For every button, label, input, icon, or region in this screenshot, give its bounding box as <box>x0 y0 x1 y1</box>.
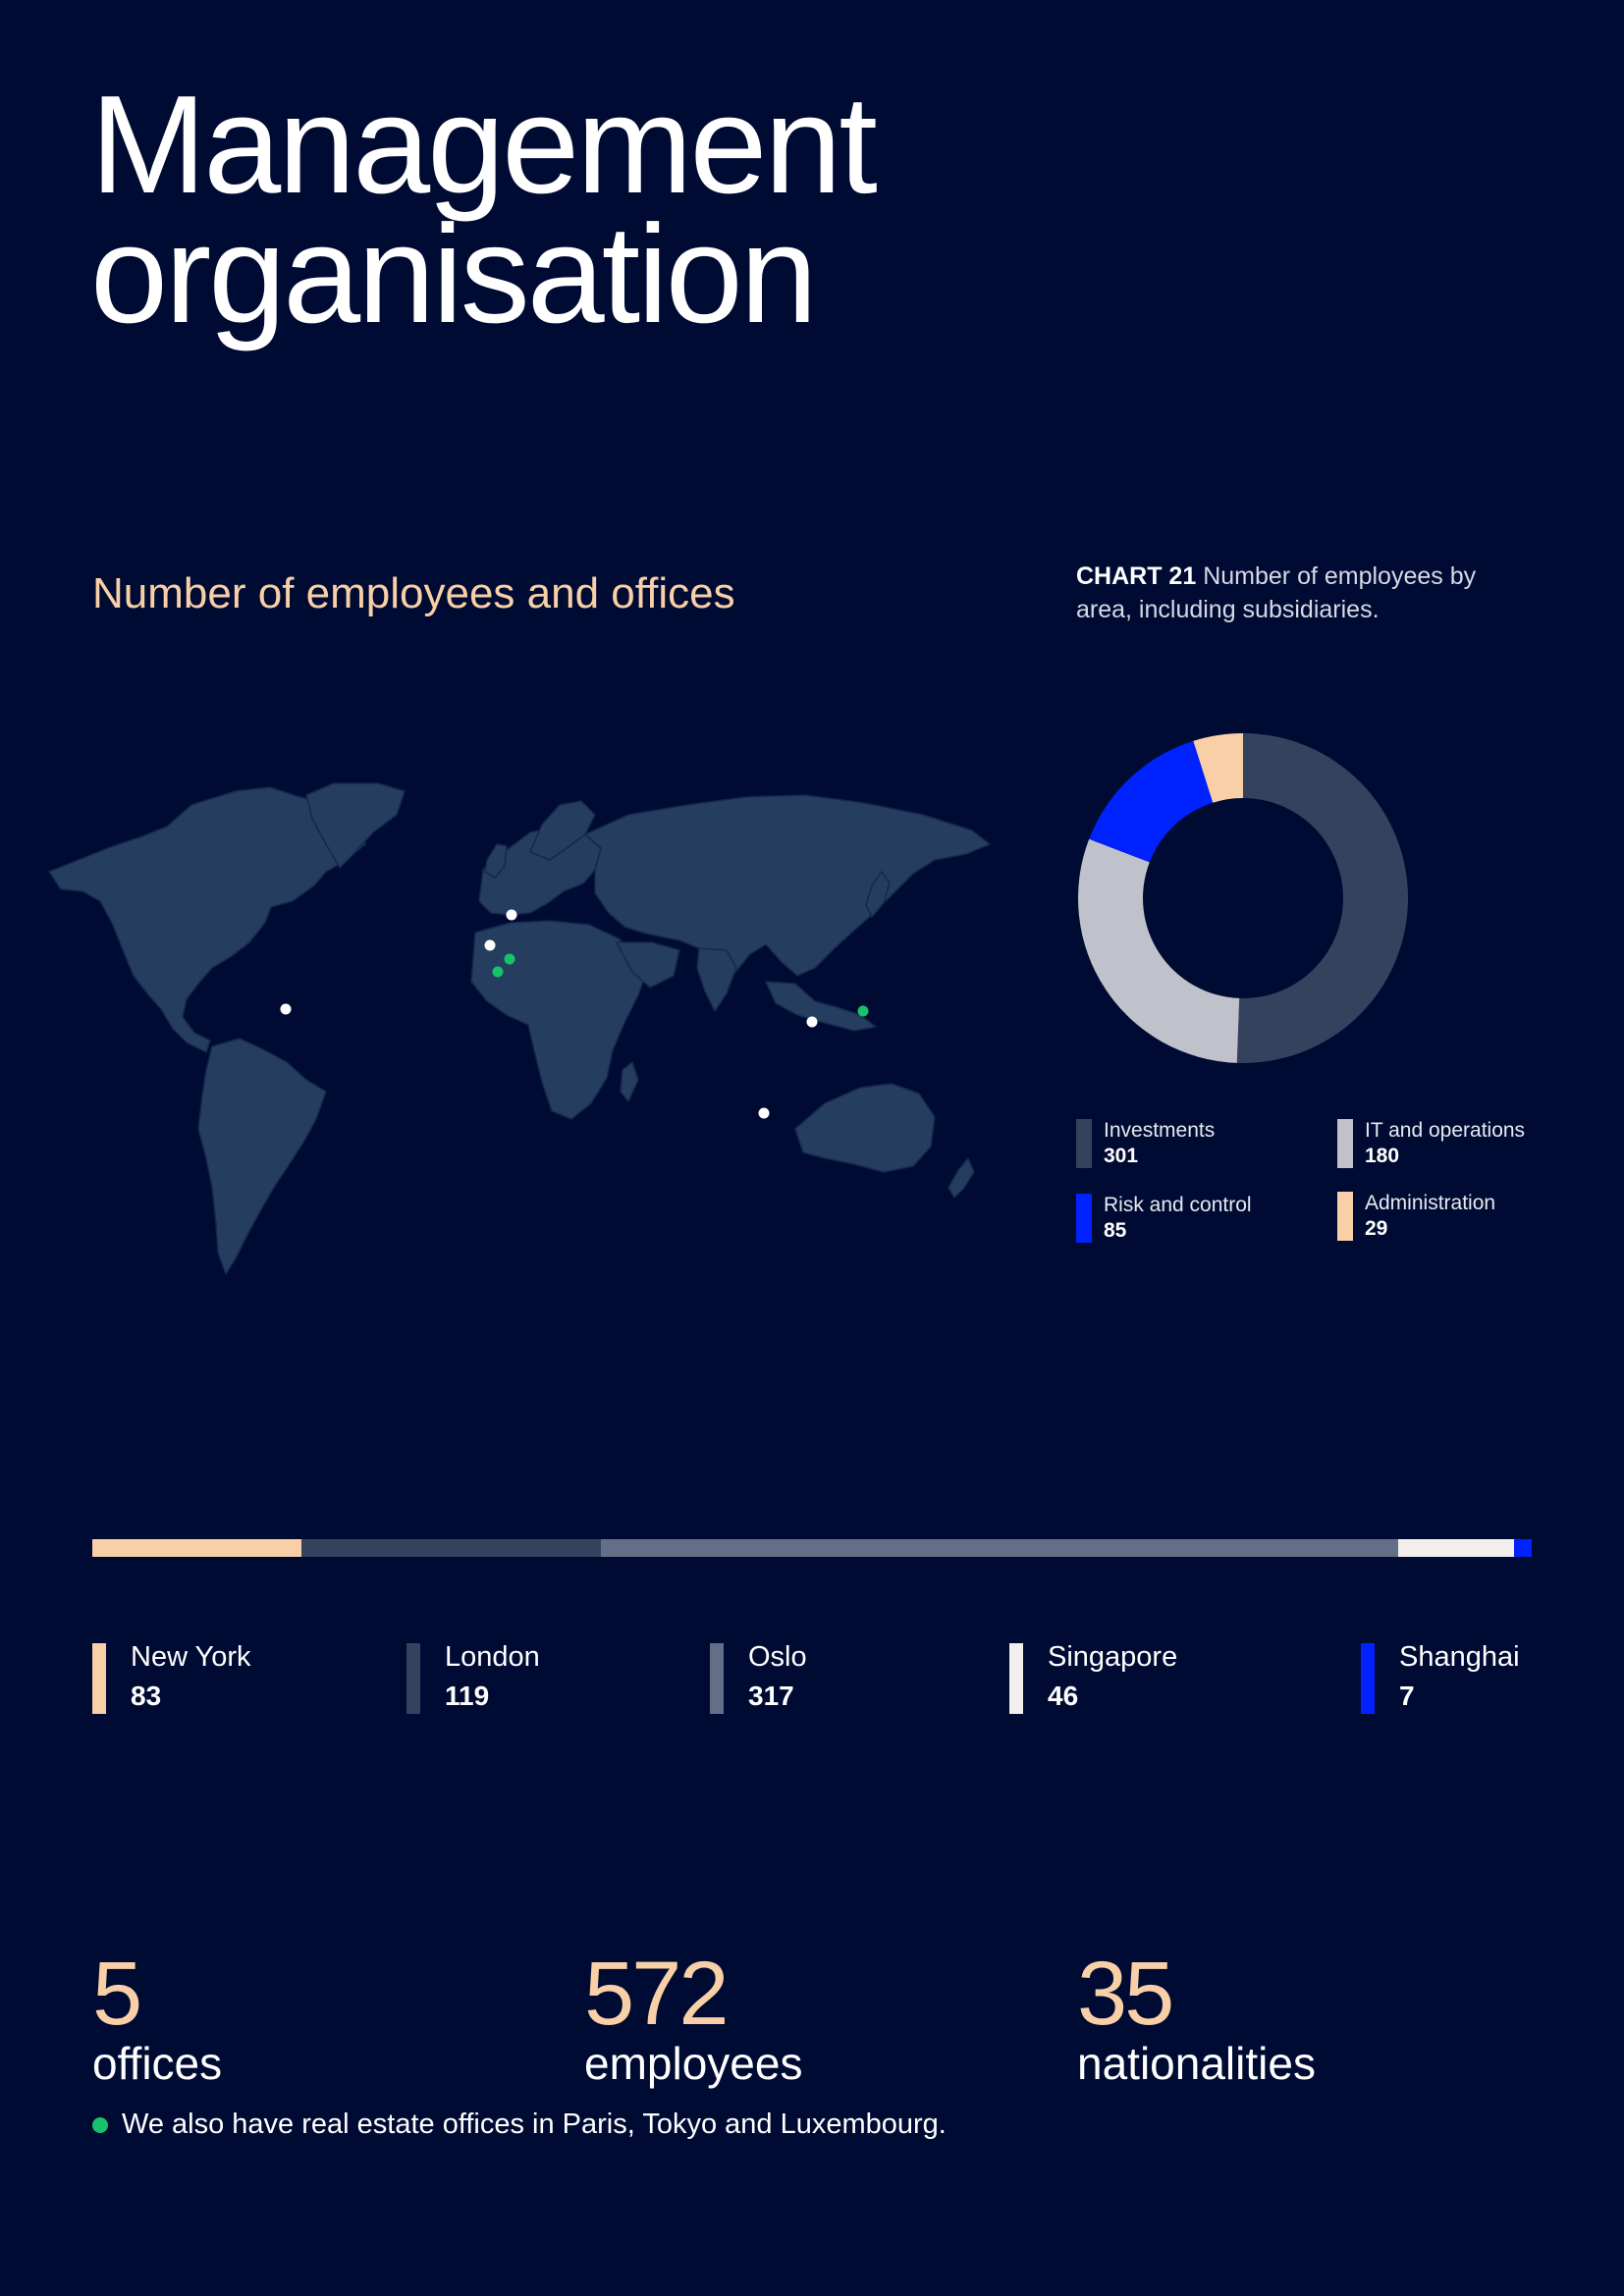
office-marker-shanghai <box>807 1017 818 1028</box>
donut-slice-risk-and-control <box>1089 741 1213 863</box>
stat-nationalities <box>1077 1944 1316 2090</box>
stat-employees-label: employees <box>584 2038 803 2089</box>
office-legend-count: 317 <box>748 1681 794 1711</box>
office-bar-segment-shanghai <box>1514 1539 1532 1557</box>
office-bar-segment-oslo <box>601 1539 1398 1557</box>
office-legend-count: 46 <box>1048 1681 1079 1711</box>
office-bar-segment-new-york <box>92 1539 301 1557</box>
donut-legend-value: 85 <box>1104 1219 1127 1242</box>
donut-legend <box>1076 1119 1587 1256</box>
office-marker-london <box>485 940 496 951</box>
donut-legend-swatch <box>1337 1119 1353 1168</box>
donut-slice-investments <box>1237 733 1408 1063</box>
map-madagascar <box>621 1062 638 1101</box>
donut-slice-it-and-operations <box>1078 839 1239 1063</box>
stat-nationalities-label: nationalities <box>1077 2038 1316 2089</box>
office-legend-swatch <box>406 1643 420 1714</box>
donut-legend-swatch <box>1337 1192 1353 1241</box>
stat-offices <box>92 1944 223 2090</box>
section-subtitle: Number of employees and offices <box>92 569 735 617</box>
real-estate-marker-luxembourg <box>505 954 515 965</box>
office-marker-oslo <box>507 910 517 921</box>
office-legend-swatch <box>92 1643 106 1714</box>
donut-legend-value: 29 <box>1365 1217 1388 1240</box>
stat-employees <box>584 1944 803 2090</box>
map-land <box>49 783 990 1274</box>
donut-chart <box>1076 731 1410 1065</box>
page-title-line-2: organisation <box>90 196 815 352</box>
map-south-america <box>198 1039 326 1274</box>
map-australia <box>795 1084 935 1172</box>
map-new-zealand <box>948 1158 974 1198</box>
stat-employees-value: 572 <box>584 1944 727 2044</box>
office-legend <box>92 1641 1536 1720</box>
real-estate-dot-icon <box>92 2117 108 2133</box>
office-legend-city: New York <box>131 1641 251 1673</box>
world-map <box>39 775 1011 1306</box>
office-legend-swatch <box>1361 1643 1375 1714</box>
real-estate-marker-paris <box>493 967 504 978</box>
office-marker-singapore <box>759 1108 770 1119</box>
office-legend-swatch <box>1009 1643 1023 1714</box>
office-legend-city: Shanghai <box>1399 1641 1520 1673</box>
real-estate-marker-tokyo <box>858 1006 869 1017</box>
donut-legend-label: Administration <box>1365 1192 1496 1214</box>
office-legend-city: London <box>445 1641 540 1673</box>
office-legend-city: Oslo <box>748 1641 807 1673</box>
office-legend-count: 119 <box>445 1681 490 1711</box>
page-title-line-1: Management <box>90 67 875 223</box>
map-southeast-asia <box>766 982 876 1031</box>
chart-caption-label: CHART 21 <box>1076 562 1197 590</box>
office-legend-count: 83 <box>131 1681 162 1711</box>
office-legend-swatch <box>710 1643 724 1714</box>
office-legend-count: 7 <box>1399 1681 1415 1711</box>
donut-legend-swatch <box>1076 1119 1092 1168</box>
donut-legend-value: 180 <box>1365 1145 1400 1167</box>
real-estate-note <box>92 2109 947 2141</box>
page-title <box>90 67 875 352</box>
donut-legend-swatch <box>1076 1194 1092 1243</box>
office-marker-new-york <box>281 1004 292 1015</box>
real-estate-note-text: We also have real estate offices in Paris, Tokyo and Luxembourg. <box>122 2109 947 2140</box>
chart-caption-text: Number of employees by area, including subsidiaries. <box>1076 562 1477 623</box>
office-bar-segment-london <box>301 1539 601 1557</box>
map-india <box>697 948 736 1011</box>
stat-offices-label: offices <box>92 2038 223 2089</box>
donut-legend-label: Risk and control <box>1104 1194 1252 1216</box>
donut-legend-label: Investments <box>1104 1119 1216 1142</box>
donut-legend-value: 301 <box>1104 1145 1139 1167</box>
donut-legend-label: IT and operations <box>1365 1119 1526 1142</box>
office-legend-city: Singapore <box>1048 1641 1178 1673</box>
stat-nationalities-value: 35 <box>1077 1944 1172 2044</box>
office-stacked-bar <box>92 1539 1532 1557</box>
stat-offices-value: 5 <box>92 1944 140 2044</box>
chart-caption <box>1076 560 1538 626</box>
office-bar-segment-singapore <box>1398 1539 1514 1557</box>
